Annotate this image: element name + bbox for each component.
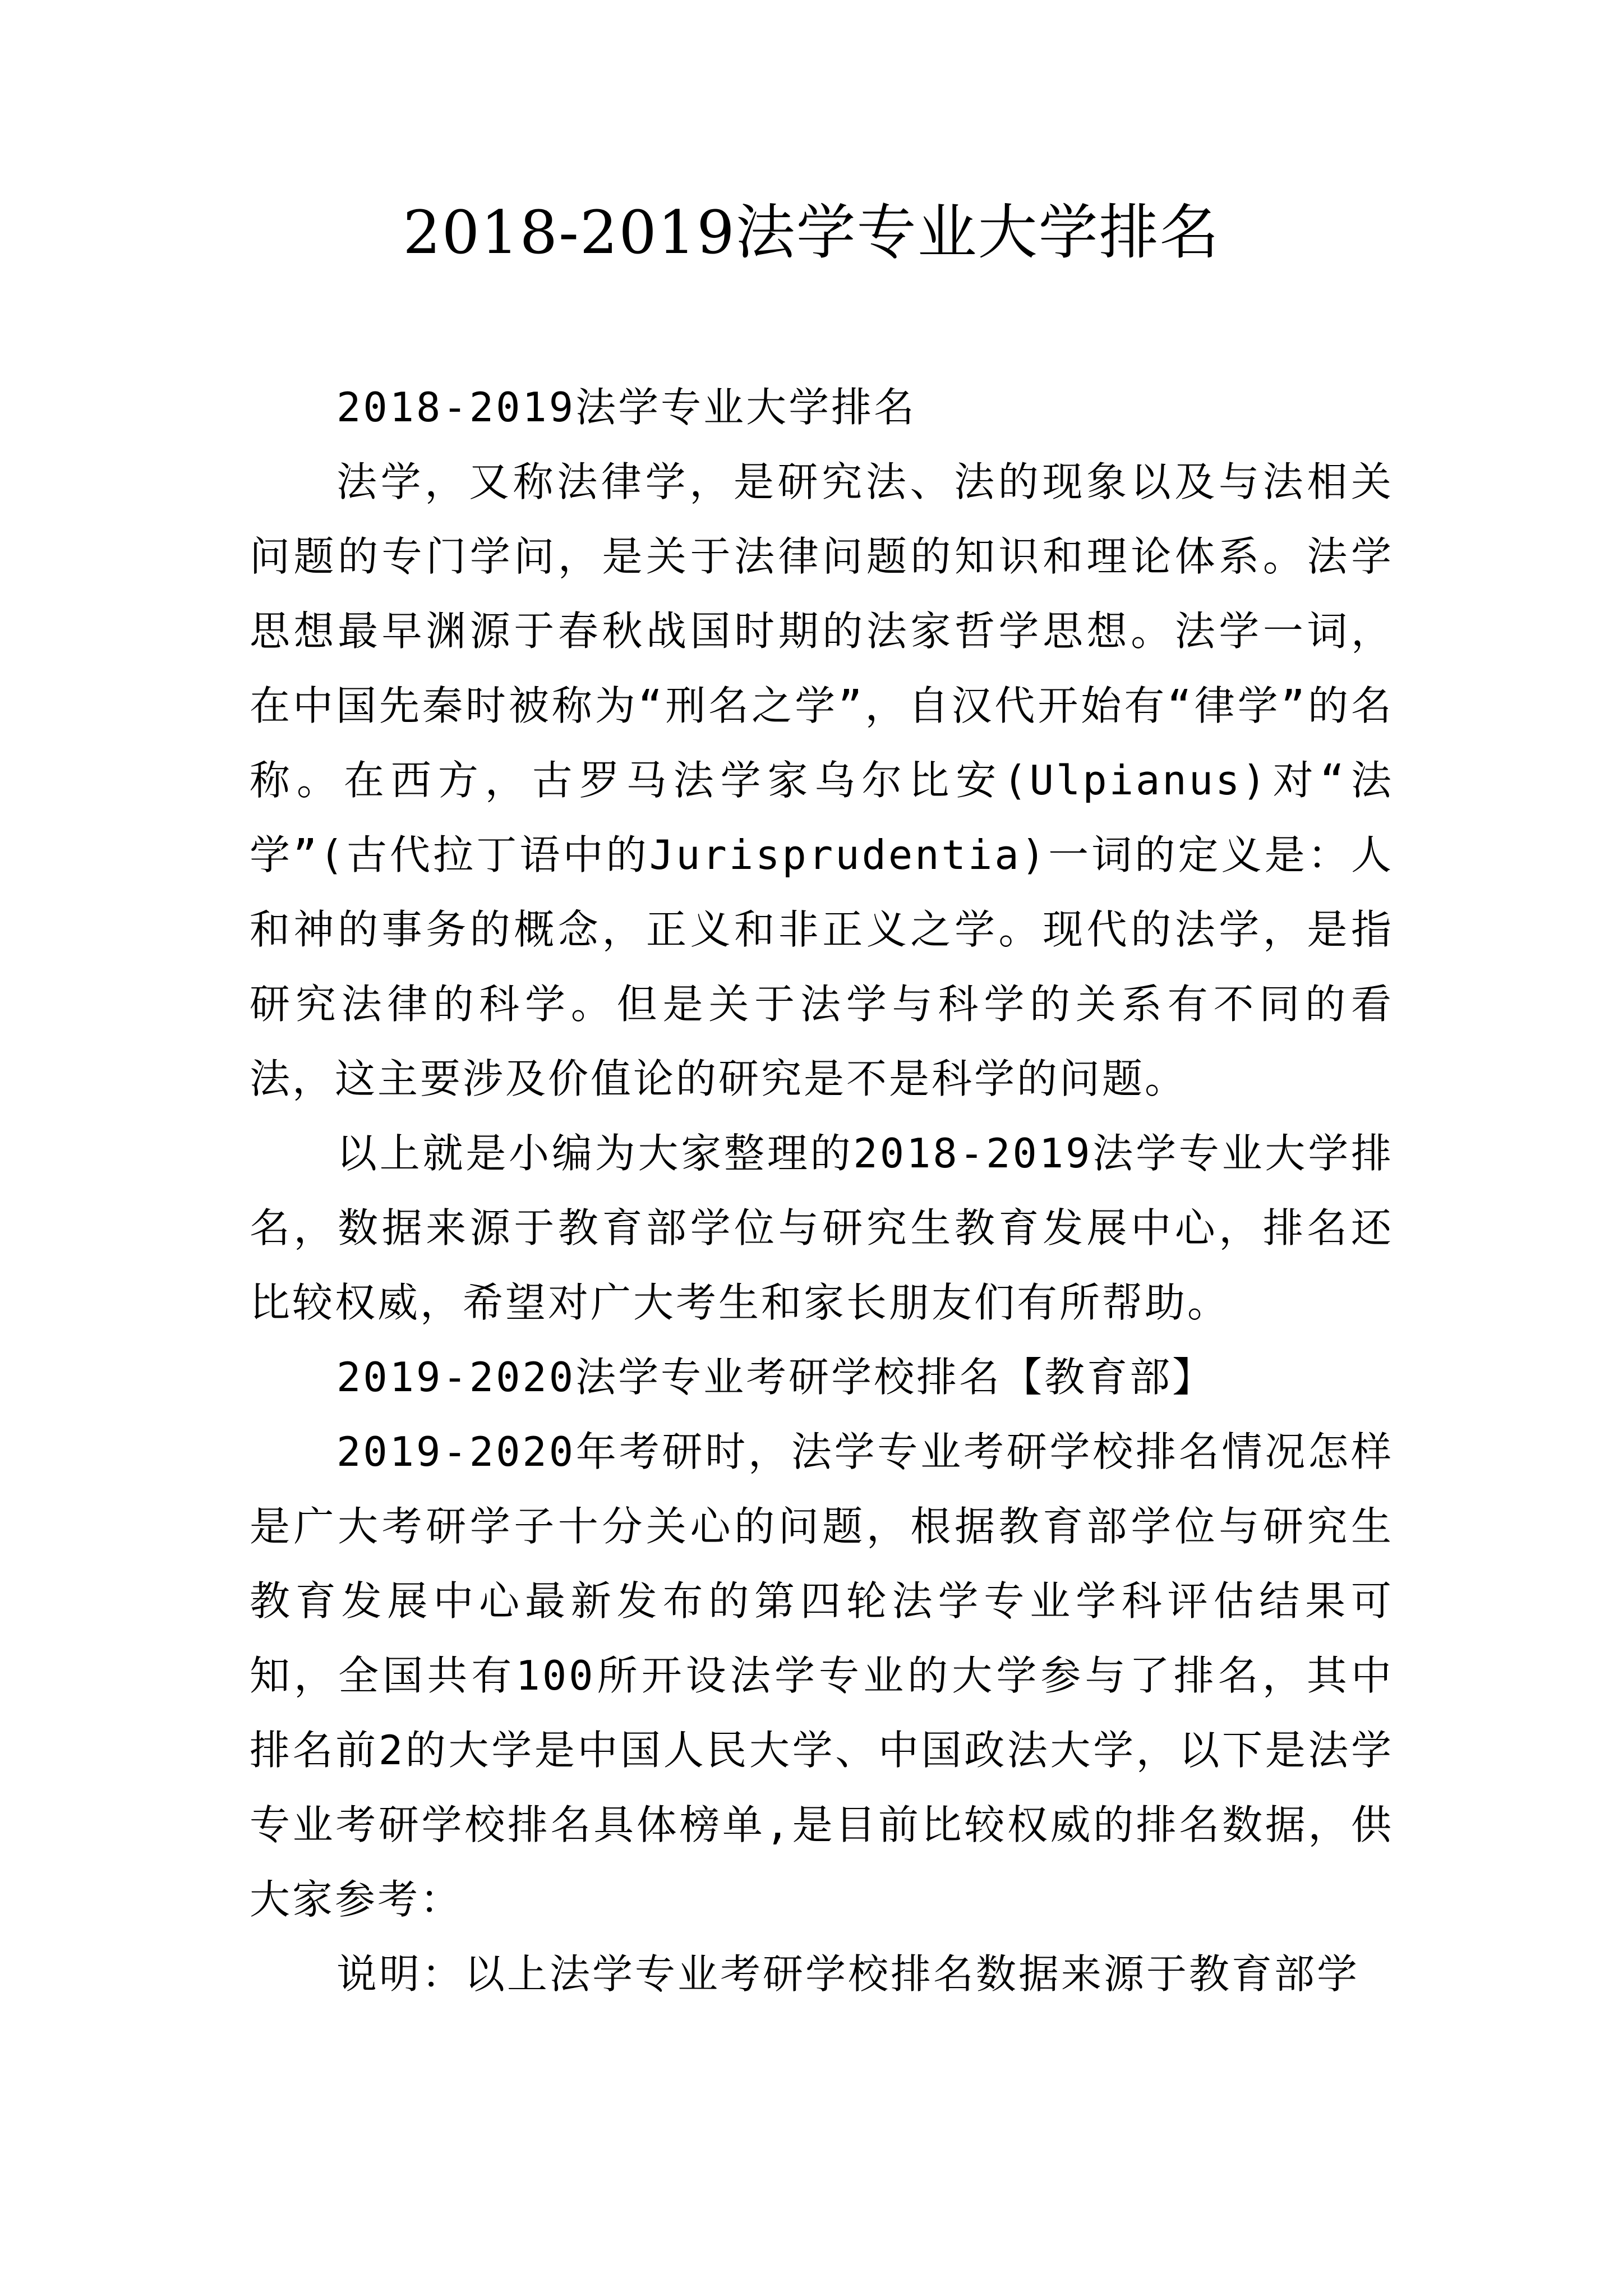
paragraph-law-definition: 法学，又称法律学，是研究法、法的现象以及与法相关问题的专门学问，是关于法律问题的知识和理论体系。法学思想最早渊源于春秋战国时期的法家哲学思想。法学一词，在中国先秦时被称为“刑名之学”，自汉代开始有“律学”的名称。在西方，古罗马法学家乌尔比安(Ulpianus)对“法学”(古代拉丁语中的Jurisprudentia)一词的定义是：人和神的事务的概念，正义和非正义之学。现代的法学，是指研究法律的科学。但是关于法学与科学的关系有不同的看法，这主要涉及价值论的研究是不是科学的问题。: [250, 458, 1394, 1102]
paragraph-note: 说明：以上法学专业考研学校排名数据来源于教育部学: [336, 1950, 1360, 1998]
paragraph-summary: 以上就是小编为大家整理的2018-2019法学专业大学排名，数据来源于教育部学位与研究生教育发展中心，排名还比较权威，希望对广大考生和家长朋友们有所帮助。: [250, 1130, 1394, 1326]
document-title: 2018-2019法学专业大学排名: [403, 198, 1220, 267]
paragraph-subtitle: 2018-2019法学专业大学排名: [336, 384, 917, 431]
paragraph-section-heading: 2019-2020法学专业考研学校排名【教育部】: [336, 1354, 1215, 1401]
document-body: [250, 370, 1394, 2012]
paragraph-ranking-intro: 2019-2020年考研时，法学专业考研学校排名情况怎样是广大考研学子十分关心的问题，根据教育部学位与研究生教育发展中心最新发布的第四轮法学专业学科评估结果可知，全国共有100所开设法学专业的大学参与了排名，其中排名前2的大学是中国人民大学、中国政法大学，以下是法学专业考研学校排名具体榜单,是目前比较权威的排名数据，供大家参考：: [250, 1428, 1394, 1923]
